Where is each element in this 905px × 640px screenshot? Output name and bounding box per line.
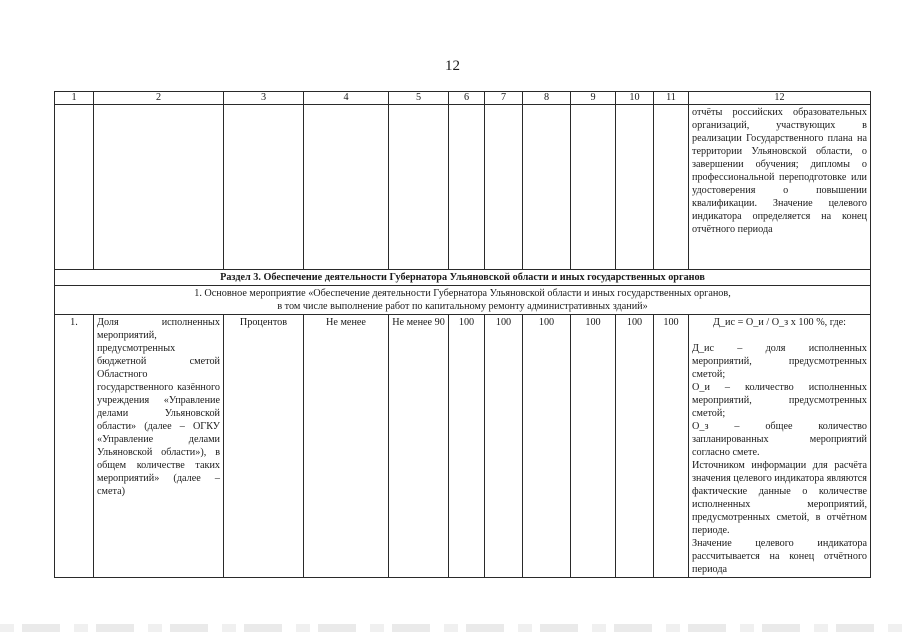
col-num: 3: [224, 92, 304, 105]
value-cell: 100: [485, 315, 523, 578]
scan-artifact: [0, 624, 905, 632]
unit-cell: Процентов: [224, 315, 304, 578]
col-num: 10: [616, 92, 654, 105]
col-num: 8: [523, 92, 571, 105]
method-paragraph: Д_ис – доля исполненных мероприятий, предусмотренных сметой;: [692, 343, 867, 380]
col-num: 12: [689, 92, 871, 105]
method-paragraph: О_з – общее количество запланированных мероприятий согласно смете.: [692, 421, 867, 458]
col-num: 6: [449, 92, 485, 105]
col-num: 7: [485, 92, 523, 105]
continuation-text: отчёты российских образовательных организаций, участвующих в реализации Государственного плана на территории Ульяновской области, о завершении обучения; дипломы о профессиональной переподготовке или удостоверения о повышении квалификации. Значение целевого индикатора определяется на конец отчётного периода: [689, 105, 871, 270]
col-num: 9: [571, 92, 616, 105]
method-cell: [689, 315, 871, 578]
value-cell: 100: [523, 315, 571, 578]
page-number: 12: [445, 58, 460, 74]
table-row: [55, 315, 871, 578]
col-num: 11: [654, 92, 689, 105]
section-row: [55, 270, 871, 286]
value-cell: 100: [654, 315, 689, 578]
col-num: 2: [94, 92, 224, 105]
base-value-cell: Не менее 90: [389, 315, 449, 578]
value-cell: 100: [616, 315, 654, 578]
section-title: Раздел 3. Обеспечение деятельности Губернатора Ульяновской области и иных государственных органов: [55, 270, 871, 286]
formula: Д_ис = О_и / О_з х 100 %, где:: [713, 317, 846, 328]
col-num: 5: [389, 92, 449, 105]
indicators-table: [54, 91, 871, 578]
col-num: 1: [55, 92, 94, 105]
activity-row: [55, 286, 871, 315]
activity-line-1: 1. Основное мероприятие «Обеспечение деятельности Губернатора Ульяновской области и иных государственных органов,: [194, 288, 731, 299]
method-paragraph: Источником информации для расчёта значения целевого индикатора являются фактические данные о количестве исполненных мероприятий, предусмотренных сметой, в отчётном периоде.: [692, 460, 867, 536]
method-paragraph: Значение целевого индикатора рассчитывается на конец отчётного периода: [692, 538, 867, 575]
column-numbers-row: [55, 92, 871, 105]
value-cell: 100: [449, 315, 485, 578]
col-num: 4: [304, 92, 389, 105]
activity-title: [55, 286, 871, 315]
method-paragraph: О_и – количество исполненных мероприятий, предусмотренных сметой;: [692, 382, 867, 419]
indicator-name: Доля исполненных мероприятий, предусмотренных бюджетной сметой Областного государственного казённого учреждения «Управление делами Ульяновской области» (далее – ОГКУ «Управление делами Ульяновской области»), в общем количестве таких мероприятий» (далее – смета): [94, 315, 224, 578]
continuation-row: [55, 105, 871, 270]
type-cell: Не менее: [304, 315, 389, 578]
value-cell: 100: [571, 315, 616, 578]
activity-line-2: в том числе выполнение работ по капитальному ремонту административных зданий»: [277, 301, 648, 312]
row-number: 1.: [55, 315, 94, 578]
